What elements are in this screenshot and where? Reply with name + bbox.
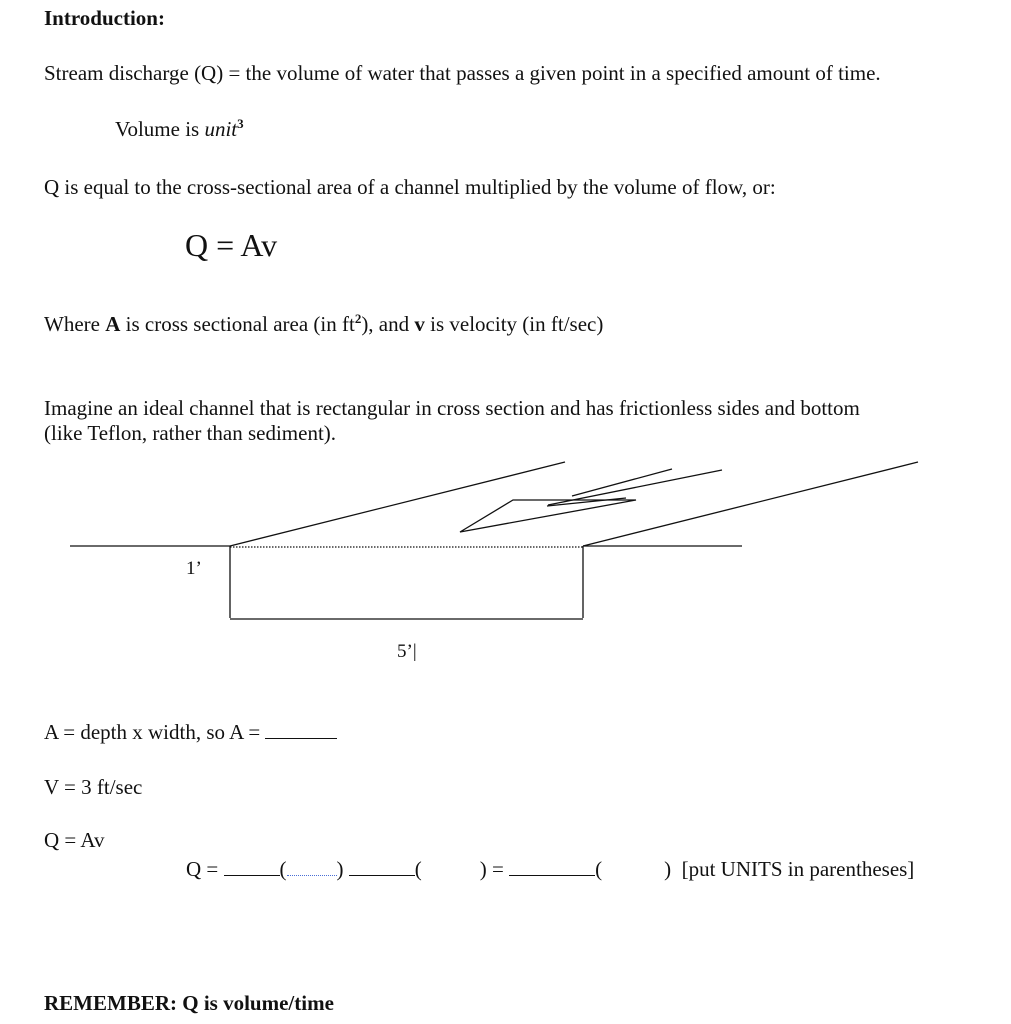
q-formula: Q = Av — [44, 828, 105, 852]
intro-heading: Introduction: — [44, 6, 165, 30]
main-equation: Q = Av — [185, 227, 278, 263]
area-prompt: A = depth x width, so A = — [44, 720, 266, 744]
value-blank-1[interactable] — [224, 857, 280, 876]
volume-exponent: 3 — [237, 116, 244, 131]
imagine-line-1: Imagine an ideal channel that is rectangular in cross section and has frictionless sides and bottom — [44, 396, 860, 420]
perspective-left-edge — [230, 462, 565, 546]
velocity-symbol: v — [414, 312, 425, 336]
perspective-right-edge — [583, 462, 918, 546]
discharge-definition: Stream discharge (Q) = the volume of water that passes a given point in a specified amount of time. — [44, 61, 881, 85]
area-answer-blank[interactable] — [265, 720, 337, 739]
q-equal-statement: Q is equal to the cross-sectional area of a channel multiplied by the volume of flow, or: — [44, 175, 776, 199]
close-paren-3: ) — [664, 857, 672, 881]
units-instruction: [put UNITS in parentheses] — [681, 857, 915, 881]
where-part2: is cross sectional area (in ft — [120, 312, 355, 336]
open-paren-2: ( — [414, 857, 422, 881]
reminder-note: REMEMBER: Q is volume/time — [44, 991, 334, 1015]
imagine-line-2: (like Teflon, rather than sediment). — [44, 421, 337, 445]
area-symbol: A — [105, 312, 121, 336]
flow-arrow-shaft-short — [547, 498, 626, 506]
area-prompt-line — [44, 720, 337, 744]
value-blank-2[interactable] — [349, 857, 415, 876]
volume-prefix: Volume is — [115, 117, 205, 141]
depth-label: 1’ — [186, 558, 202, 579]
velocity-line: V = 3 ft/sec — [44, 775, 143, 799]
close-paren-1: ) — [336, 857, 344, 881]
q-work-line — [186, 857, 914, 881]
where-part3: ), and — [361, 312, 415, 336]
where-part4: is velocity (in ft/sec) — [424, 312, 604, 336]
width-label: 5’| — [397, 641, 417, 662]
value-blank-3[interactable] — [509, 857, 595, 876]
open-paren-3: ( — [595, 857, 603, 881]
where-part1: Where — [44, 312, 106, 336]
unit-slot-1[interactable] — [287, 861, 337, 876]
squared-exponent: 2 — [354, 311, 362, 326]
q-work-prefix: Q = — [186, 857, 224, 881]
close-paren-2: ) = — [479, 857, 504, 881]
volume-unit: unit — [204, 117, 238, 141]
open-paren-1: ( — [279, 857, 287, 881]
